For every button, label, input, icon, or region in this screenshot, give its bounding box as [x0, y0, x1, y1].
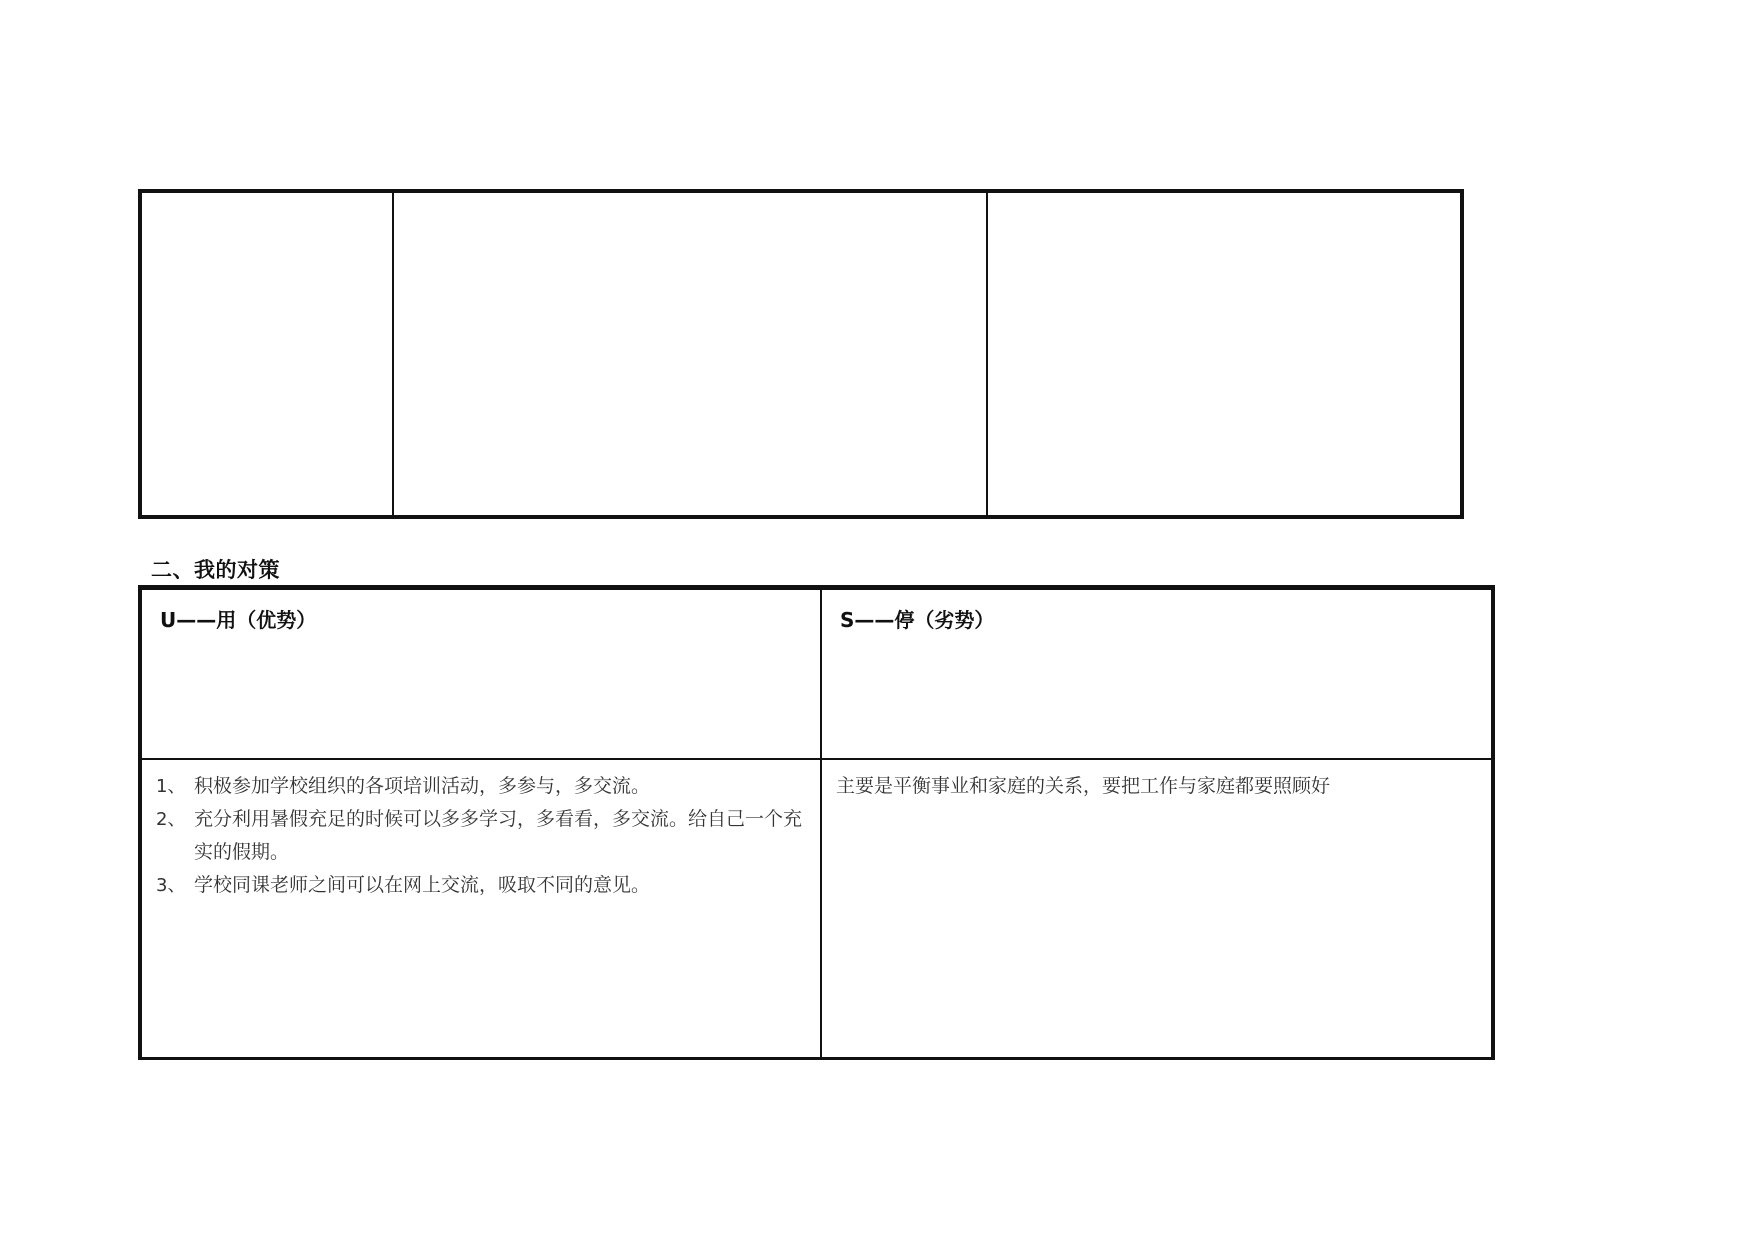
- list-item-number: 1、: [156, 776, 186, 797]
- list-item-number: 2、: [156, 809, 186, 830]
- weaknesses-text: 主要是平衡事业和家庭的关系，要把工作与家庭都要照顾好: [836, 775, 1331, 797]
- weaknesses-header: S——停（劣势）: [840, 608, 995, 632]
- table-column-divider: [986, 193, 988, 515]
- strategy-table: [138, 585, 1495, 1060]
- list-item-number: 3、: [156, 875, 186, 896]
- section-title: 二、我的对策: [151, 558, 280, 582]
- list-item-text: 充分利用暑假充足的时候可以多多学习，多看看，多交流。给自己一个充实的假期。: [194, 808, 803, 863]
- table-row-divider: [142, 758, 1491, 760]
- list-item: [156, 770, 806, 803]
- list-item-text: 积极参加学校组织的各项培训活动，多参与，多交流。: [194, 775, 651, 797]
- strengths-header: U——用（优势）: [160, 608, 317, 632]
- strengths-list: [156, 770, 806, 902]
- top-table: [138, 189, 1464, 519]
- list-item: [156, 803, 806, 869]
- list-item-text: 学校同课老师之间可以在网上交流，吸取不同的意见。: [194, 874, 651, 896]
- table-column-divider: [392, 193, 394, 515]
- list-item: [156, 869, 806, 902]
- table-column-divider: [820, 590, 822, 1057]
